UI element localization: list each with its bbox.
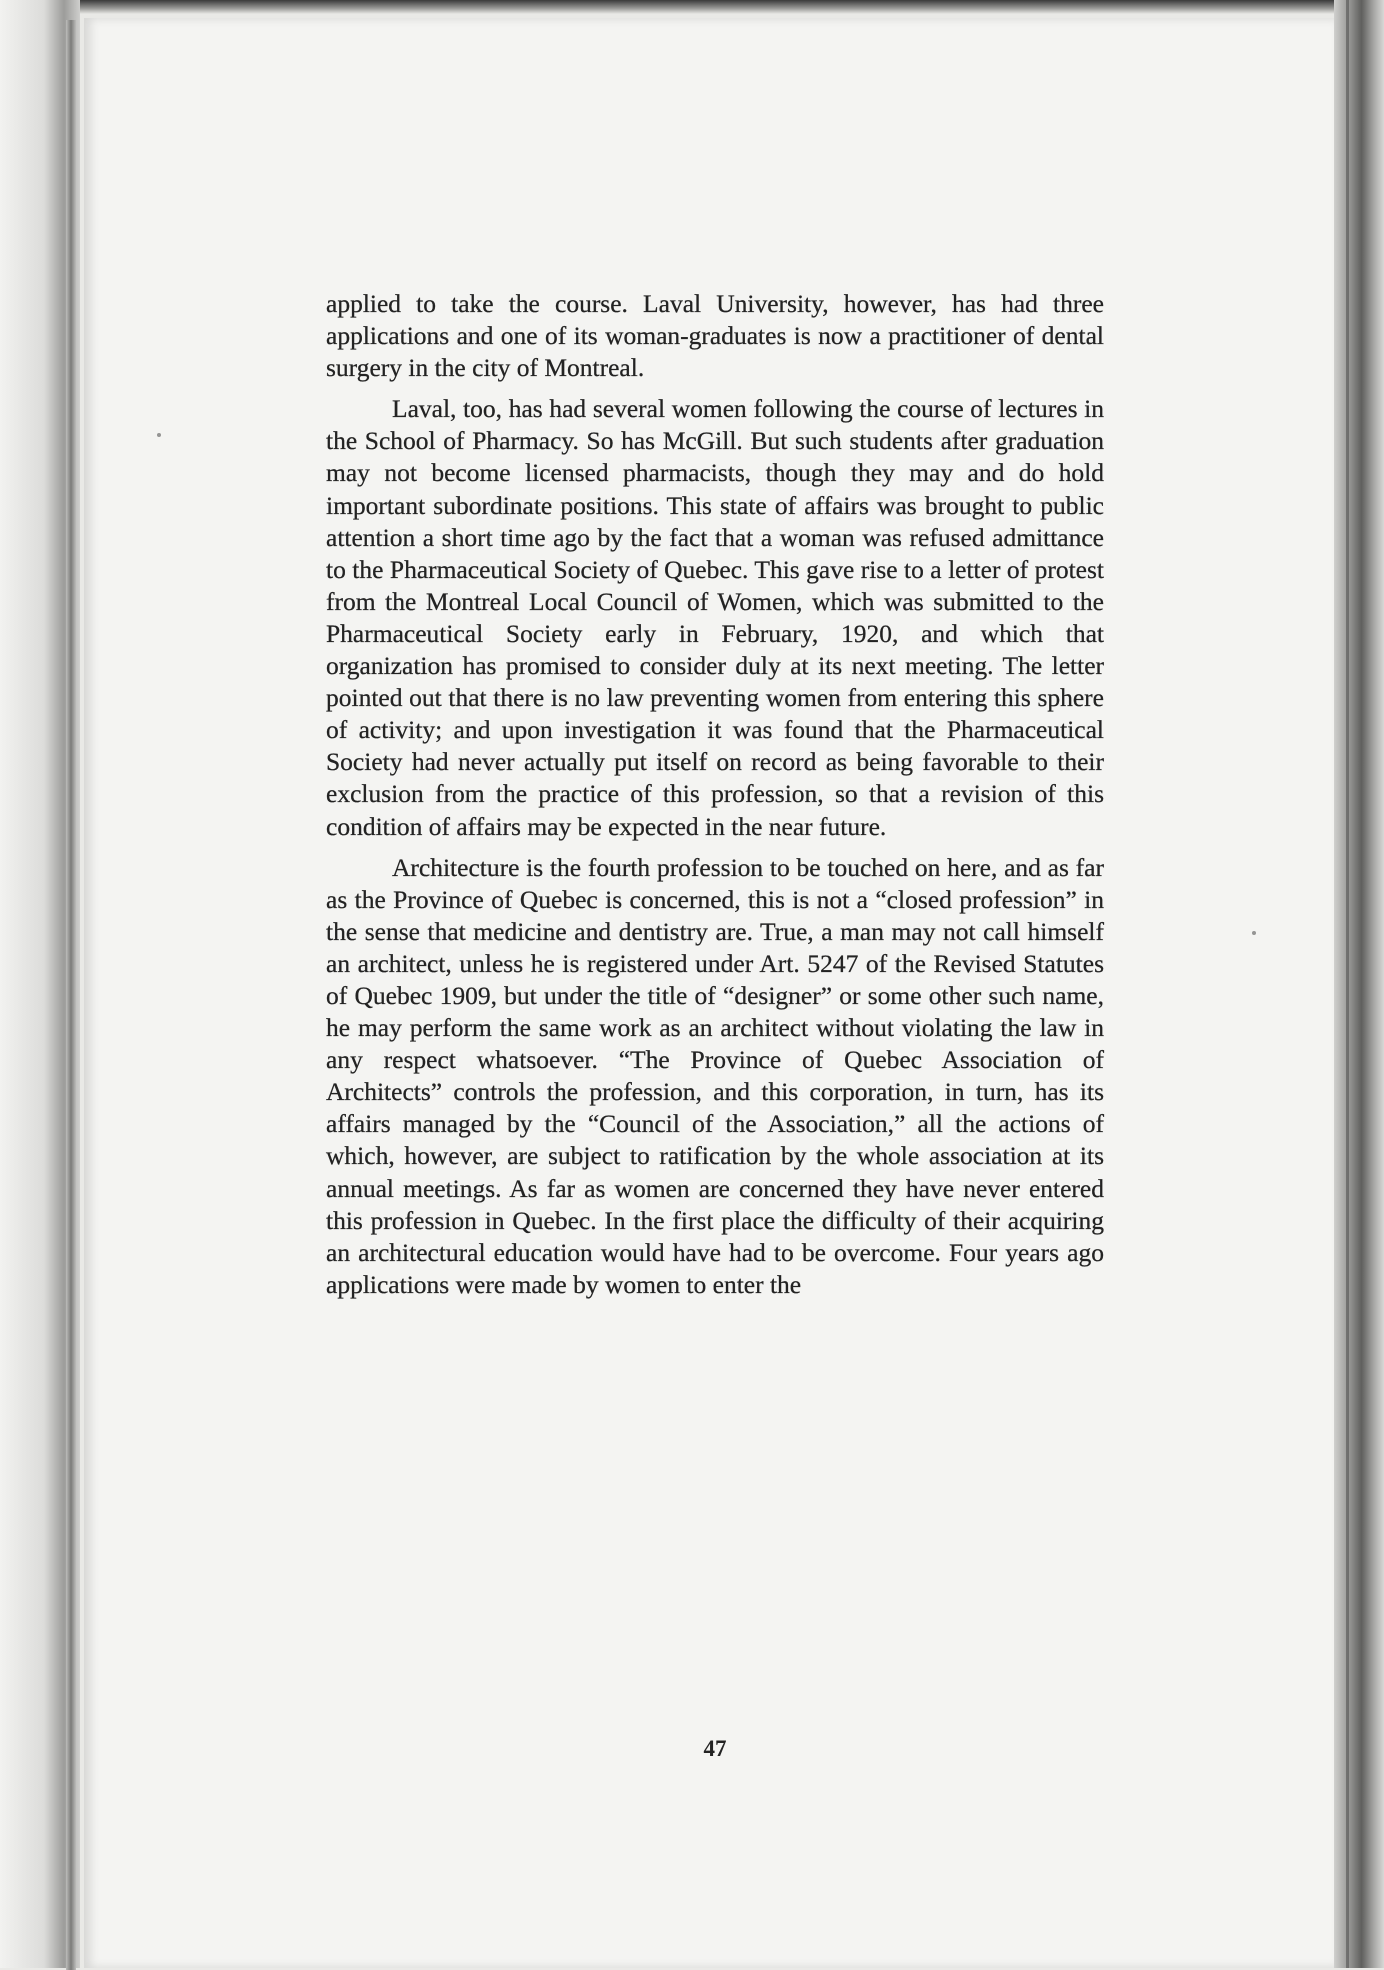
- book-gutter: [66, 20, 76, 1970]
- scan-speck: [1252, 931, 1256, 935]
- page-number: 47: [703, 1736, 727, 1761]
- paragraph-2: Laval, too, has had several women following the course of lectures in the School of Pharmacy. So has McGill. But such students after graduation may not become licensed pharmacists, though they may and do hold important subordinate positions. This state of affairs was brought to public attention a short time ago by the fact that a woman was refused admittance to the Pharmaceutical Society of Quebec. This gave rise to a letter of protest from the Montreal Local Council of Women, which was submitted to the Pharmaceutical Society early in February, 1920, and which that organization has promised to consider duly at its next meeting. The letter pointed out that there is no law preventing women from entering this sphere of activity; and upon investigation it was found that the Pharmaceutical Society had never actually put itself on record as being favorable to their exclusion from the practice of this profession, so that a revision of this condition of affairs may be expected in the near future.: [326, 394, 1104, 841]
- paragraph-1: applied to take the course. Laval University, however, has had three applications and one of its woman-graduates is now a practitioner of dental surgery in the city of Montreal.: [326, 289, 1104, 383]
- page-stack-edge: [1334, 0, 1384, 1968]
- body-text: [326, 288, 1104, 1310]
- scan-top-shadow: [0, 0, 1384, 14]
- scan-speck: [157, 433, 161, 437]
- paragraph-3: Architecture is the fourth profession to be touched on here, and as far as the Province of Quebec is concerned, this is not a “closed profession” in the sense that medicine and dentistry are. True, a man may not call himself an architect, unless he is registered under Art. 5247 of the Revised Statutes of Quebec 1909, but under the title of “designer” or some other such name, he may perform the same work as an architect without violating the law in any respect whatsoever. “The Province of Quebec Association of Architects” controls the profession, and this corporation, in turn, has its affairs managed by the “Council of the Association,” all the actions of which, however, are subject to ratification by the whole association at its annual meetings. As far as women are concerned they have never entered this profession in Quebec. In the first place the difficulty of their acquiring an architectural education would have had to be overcome. Four years ago applications were made by women to enter the: [326, 852, 1104, 1299]
